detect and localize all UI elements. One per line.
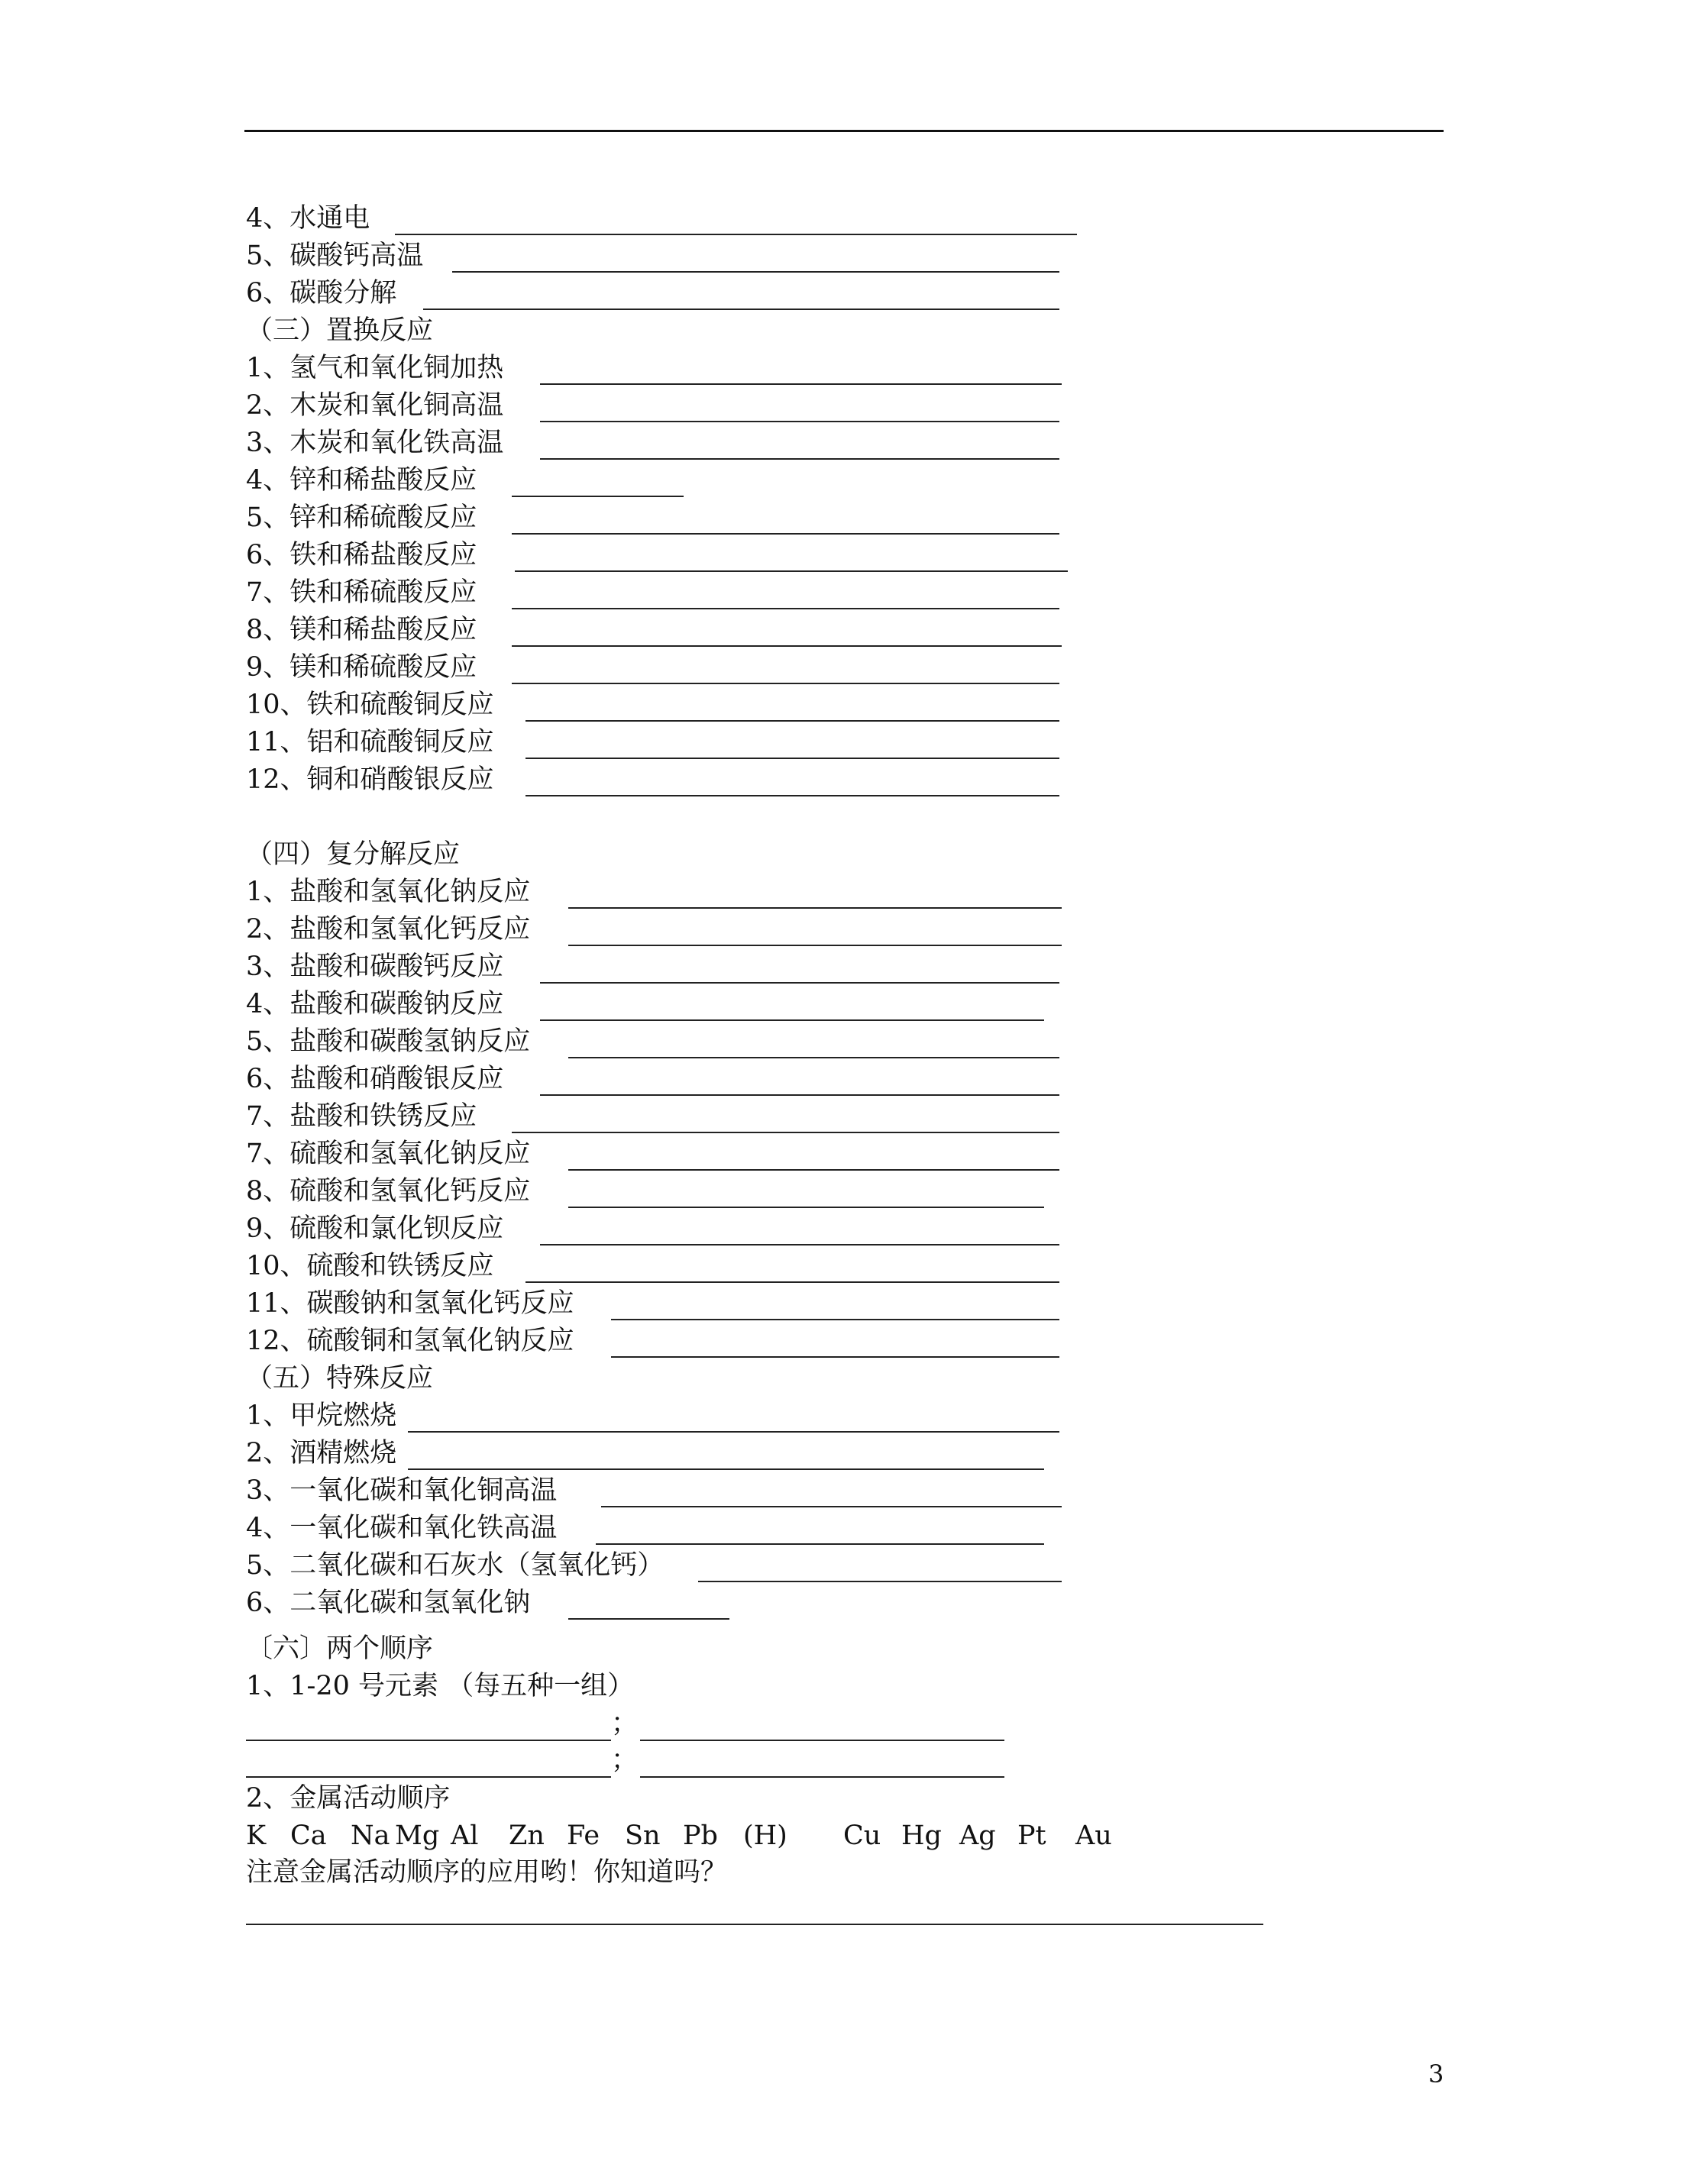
exercise-line — [246, 1547, 1086, 1584]
exercise-label: 6、铁和稀盐酸反应 — [246, 540, 477, 570]
exercise-line — [246, 387, 1086, 424]
exercise-label: 4、盐酸和碳酸钠反应 — [246, 989, 504, 1019]
answer-blank[interactable] — [601, 1506, 1062, 1507]
metal-symbol: Pb — [683, 1821, 718, 1851]
metal-symbol: Hg — [901, 1821, 942, 1851]
answer-blank[interactable] — [568, 1057, 1059, 1058]
metal-symbol: Al — [451, 1821, 479, 1851]
exercise-label: 9、镁和稀硫酸反应 — [246, 652, 477, 683]
metal-symbol: Pt — [1017, 1821, 1046, 1851]
answer-blank[interactable] — [568, 1618, 729, 1620]
answer-blank[interactable] — [525, 720, 1059, 722]
metal-symbol: Cu — [843, 1821, 881, 1851]
exercise-label: 11、铝和硫酸铜反应 — [246, 727, 494, 758]
answer-blank[interactable] — [540, 1094, 1059, 1096]
exercise-label: 5、盐酸和碳酸氢钠反应 — [246, 1026, 531, 1057]
metal-symbol: (H) — [743, 1821, 787, 1851]
exercise-label: 1、氢气和氧化铜加热 — [246, 353, 504, 383]
exercise-line — [246, 874, 1086, 910]
answer-blank[interactable] — [640, 1776, 1004, 1778]
exercise-line — [246, 1210, 1086, 1247]
answer-blank[interactable] — [395, 234, 1077, 235]
exercise-line — [246, 1285, 1086, 1322]
exercise-line — [246, 574, 1086, 611]
exercise-line — [246, 761, 1086, 798]
exercise-label: 4、一氧化碳和氧化铁高温 — [246, 1513, 558, 1543]
exercise-label: 3、盐酸和碳酸钙反应 — [246, 951, 504, 982]
answer-blank[interactable] — [512, 645, 1062, 647]
exercise-label: 7、盐酸和铁锈反应 — [246, 1101, 477, 1132]
answer-blank[interactable] — [512, 1132, 1059, 1133]
exercise-label: 8、硫酸和氢氧化钙反应 — [246, 1176, 531, 1207]
section-heading: （四）复分解反应 — [246, 839, 461, 870]
answer-blank[interactable] — [246, 1776, 611, 1778]
answer-blank[interactable] — [452, 271, 1059, 273]
exercise-label: 2、盐酸和氢氧化钙反应 — [246, 914, 531, 945]
exercise-label: 6、二氧化碳和氢氧化钠 — [246, 1588, 531, 1618]
header-rule — [244, 130, 1444, 132]
exercise-line — [246, 1397, 1086, 1434]
exercise-line — [246, 462, 1086, 499]
answer-blank[interactable] — [568, 1207, 1044, 1208]
exercise-label: 3、木炭和氧化铁高温 — [246, 428, 504, 458]
answer-blank[interactable] — [540, 421, 1059, 422]
answer-blank[interactable] — [540, 458, 1059, 460]
exercise-label: 1、盐酸和氢氧化钠反应 — [246, 877, 531, 907]
exercise-label: 3、一氧化碳和氧化铜高温 — [246, 1475, 558, 1506]
exercise-line — [246, 1173, 1086, 1210]
exercise-label: 1、甲烷燃烧 — [246, 1401, 397, 1431]
exercise-line — [246, 350, 1086, 386]
exercise-line — [246, 1098, 1086, 1135]
exercise-label: 5、碳酸钙高温 — [246, 241, 424, 271]
answer-blank[interactable] — [611, 1356, 1059, 1358]
answer-blank[interactable] — [525, 758, 1059, 759]
exercise-line — [246, 986, 1086, 1023]
exercise-line — [246, 1136, 1086, 1172]
page-number: 3 — [1428, 2060, 1444, 2089]
exercise-line — [246, 1435, 1086, 1472]
answer-blank[interactable] — [512, 683, 1059, 684]
exercise-label: 9、硫酸和氯化钡反应 — [246, 1213, 504, 1244]
answer-blank[interactable] — [525, 795, 1059, 796]
exercise-line — [246, 200, 1086, 237]
answer-blank[interactable] — [515, 570, 1068, 572]
exercise-line — [246, 1510, 1086, 1546]
exercise-label: 4、水通电 — [246, 203, 370, 234]
answer-blank[interactable] — [512, 533, 1059, 535]
exercise-label: 6、盐酸和硝酸银反应 — [246, 1064, 504, 1094]
exercise-label: 6、碳酸分解 — [246, 278, 397, 309]
exercise-line — [246, 1472, 1086, 1509]
answer-blank[interactable] — [640, 1740, 1004, 1741]
exercise-line — [246, 1323, 1086, 1359]
exercise-line — [246, 612, 1086, 648]
separator: ； — [611, 1745, 639, 1775]
answer-blank[interactable] — [596, 1543, 1044, 1545]
exercise-label: 2、木炭和氧化铜高温 — [246, 390, 504, 421]
answer-blank[interactable] — [246, 1924, 1263, 1925]
answer-blank[interactable] — [512, 496, 684, 497]
metal-symbol: Ag — [959, 1821, 996, 1851]
exercise-label: 5、二氧化碳和石灰水（氢氧化钙） — [246, 1550, 665, 1581]
exercise-label: 11、碳酸钠和氢氧化钙反应 — [246, 1288, 574, 1319]
answer-blank[interactable] — [408, 1431, 1059, 1433]
metal-symbol: Sn — [625, 1821, 661, 1851]
exercise-line — [246, 1248, 1086, 1284]
exercise-line — [246, 275, 1086, 312]
exercise-line — [246, 724, 1086, 761]
answer-blank[interactable] — [246, 1740, 611, 1741]
exercise-label: 12、硫酸铜和氢氧化钠反应 — [246, 1326, 574, 1356]
answer-blank[interactable] — [423, 309, 1059, 310]
answer-blank[interactable] — [568, 945, 1062, 946]
section-heading: 〔六〕两个顺序 — [246, 1633, 434, 1664]
exercise-line — [246, 499, 1086, 536]
answer-blank[interactable] — [540, 1019, 1044, 1021]
answer-blank[interactable] — [568, 1169, 1059, 1171]
section-heading: （三）置换反应 — [246, 315, 434, 346]
metal-symbol: Au — [1075, 1821, 1112, 1851]
separator: ； — [611, 1708, 639, 1739]
answer-blank[interactable] — [408, 1468, 1044, 1470]
metal-symbol: Fe — [567, 1821, 600, 1851]
exercise-label: 8、镁和稀盐酸反应 — [246, 615, 477, 645]
exercise-line — [246, 537, 1086, 573]
answer-blank[interactable] — [525, 1281, 1059, 1283]
exercise-line — [246, 1585, 1086, 1621]
exercise-line — [246, 911, 1086, 948]
metal-symbol: Na — [351, 1821, 390, 1851]
exercise-label: 10、铁和硫酸铜反应 — [246, 690, 494, 720]
exercise-line — [246, 1061, 1086, 1097]
metal-symbol: K — [246, 1821, 267, 1851]
answer-blank[interactable] — [512, 608, 1059, 609]
metal-symbol: Ca — [290, 1821, 327, 1851]
exercise-label: 10、硫酸和铁锈反应 — [246, 1251, 494, 1281]
exercise-label: 4、锌和稀盐酸反应 — [246, 465, 477, 496]
answer-blank[interactable] — [568, 907, 1062, 909]
exercise-label: 2、金属活动顺序 — [246, 1783, 451, 1814]
answer-blank[interactable] — [698, 1581, 1062, 1582]
section-heading: （五）特殊反应 — [246, 1363, 434, 1394]
answer-blank[interactable] — [540, 1244, 1059, 1245]
metal-symbol: Mg — [395, 1821, 440, 1851]
exercise-line — [246, 237, 1086, 274]
exercise-line — [246, 425, 1086, 461]
exercise-label: 1、1-20 号元素 （每五种一组） — [246, 1671, 635, 1701]
answer-blank[interactable] — [611, 1319, 1059, 1320]
answer-blank[interactable] — [540, 383, 1062, 385]
note-text: 注意金属活动顺序的应用哟！你知道吗？ — [246, 1857, 728, 1888]
exercise-line — [246, 649, 1086, 686]
exercise-line — [246, 1023, 1086, 1060]
exercise-label: 5、锌和稀硫酸反应 — [246, 502, 477, 533]
exercise-line — [246, 948, 1086, 985]
exercise-label: 7、硫酸和氢氧化钠反应 — [246, 1139, 531, 1169]
exercise-label: 2、酒精燃烧 — [246, 1438, 397, 1468]
exercise-line — [246, 687, 1086, 723]
metal-symbol: Zn — [509, 1821, 545, 1851]
answer-blank[interactable] — [540, 982, 1059, 984]
exercise-label: 12、铜和硝酸银反应 — [246, 764, 494, 795]
exercise-label: 7、铁和稀硫酸反应 — [246, 577, 477, 608]
